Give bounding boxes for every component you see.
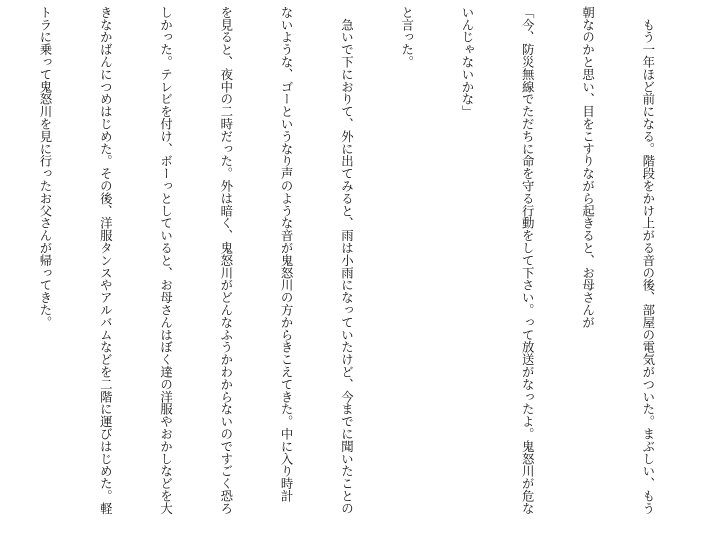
text-line: 急いで下におりて、外に出てみると、雨は小雨になっていたけど、今までに聞いたことの (339, 6, 355, 515)
text-line: もう一年ほど前になる。階段をかけ上がる音の後、部屋の電気がついた。まぶしい、もう (640, 6, 656, 515)
text-line: いんじゃないかな」 (459, 6, 475, 118)
text-line: 「今、防災無線でただちに命を守る行動をして下さい。って放送がなったよ。鬼怒川が危な (520, 6, 536, 515)
text-line: トラに乗って鬼怒川を見に行ったお父さんが帰ってきた。 (38, 6, 53, 329)
text-line: きなかばんにつめはじめた。その後、洋服タンスやアルバムなどを二階に運びはじめた。軽 (98, 6, 114, 515)
text-line: しかった。テレビを付け、ボーっとしていると、お母さんはぼく達の洋服やおかしなどを大 (158, 6, 174, 515)
text-line: を見ると、夜中の二時だった。外は暗く、鬼怒川がどんなふうかわからないのですごく恐ろ (218, 6, 234, 515)
text-line: ないような、ゴーというなり声のような音が鬼怒川の方からきこえてきた。中に入り時計 (279, 6, 295, 502)
text-line: と言った。 (399, 6, 415, 68)
text-line: 朝なのかと思い、目をこすりながら起きると、お母さんが (580, 6, 596, 329)
essay-body (0, 6, 698, 536)
